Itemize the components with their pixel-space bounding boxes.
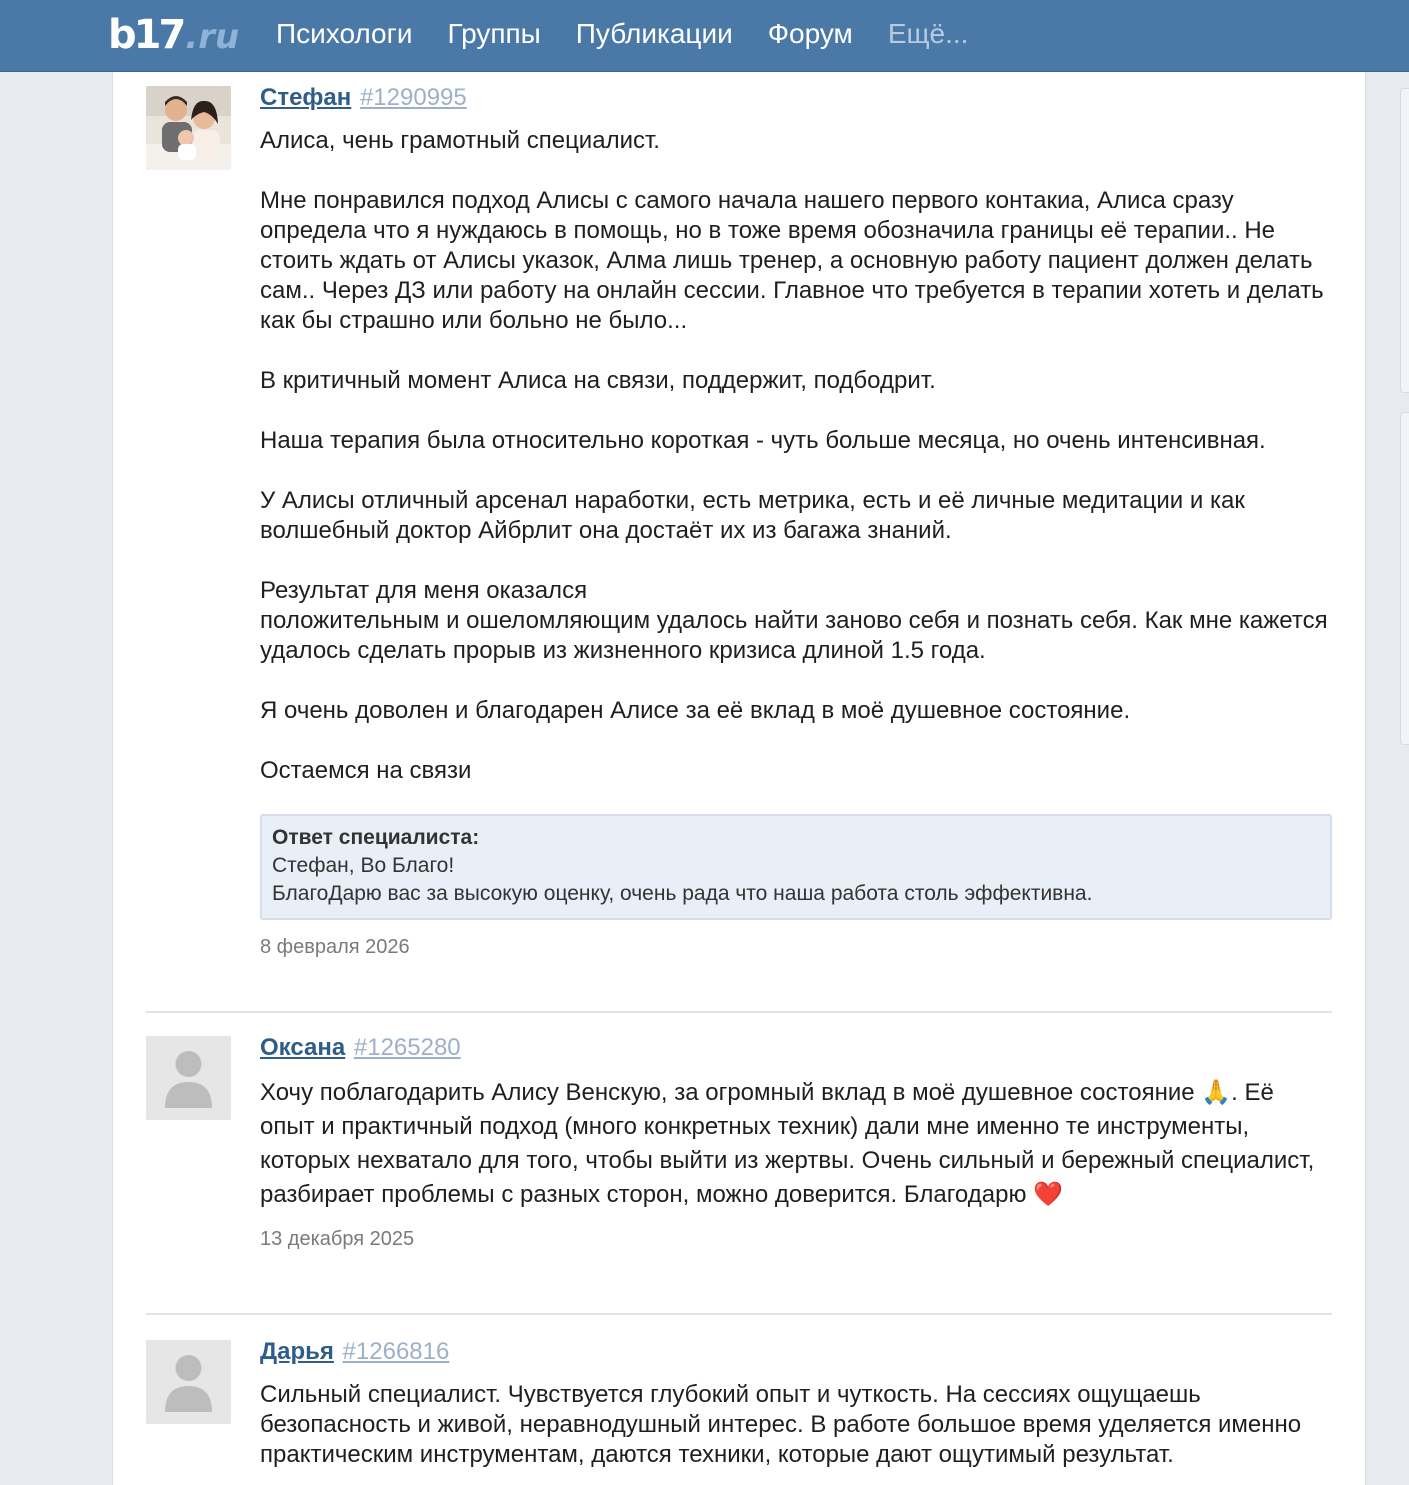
review-number-link[interactable]: #1265280 bbox=[353, 1034, 461, 1061]
review-text: Алиса, чень грамотный специалист. Мне понравился подход Алисы с самого начала нашего первого контакиа, Алиса сразу определа что я нуждаюсь в помощь, но в тоже время обозначила границы её терапии.. Не стоить ждать от Алисы указок, Алма лишь тренер, а основную работу пациент должен делать сам.. Через ДЗ или работу на онлайн сессии. Главное что требуется в терапии хотеть и делать как бы страшно или больно не было... В критичный момент Алиса на связи, поддержит, подбодрит. Наша терапия была относительно короткая - чуть больше месяца, но очень интенсивная. У Алисы отличный арсенал наработки, есть метрика, есть и её личные медитации и как волшебный доктор Айбрлит она достаёт их из багажа знаний. Результат для меня оказался положительным и ошеломляющим удалось найти заново себя и познать себя. Как мне кажется удалось сделать прорыв из жизненного кризиса длиной 1.5 года. Я очень доволен и благодарен Алисе за её вклад в моё душевное состояние. Остаемся на связи bbox=[260, 127, 1328, 784]
review-divider bbox=[146, 1011, 1332, 1013]
review-text: Сильный специалист. Чувствуется глубокий опыт и чуткость. На сессиях ощущаешь безопасность и живой, неравнодушный интерес. В работе большое время уделяется именно практическим инструментам, даются техники, которые дают ощутимый результат. bbox=[260, 1381, 1302, 1468]
logo-main: b17 bbox=[108, 12, 184, 58]
user-placeholder-icon bbox=[146, 1036, 231, 1120]
review-author bbox=[260, 84, 1332, 112]
answer-text: Стефан, Во Благо! БлагоДарю вас за высокую оценку, очень рада что наша работа столь эффективна. bbox=[272, 854, 1093, 905]
site-logo[interactable] bbox=[108, 12, 239, 56]
review-author bbox=[260, 1034, 1332, 1062]
nav-groups[interactable]: Группы bbox=[447, 18, 541, 49]
review-date: 13 декабря 2025 bbox=[260, 1228, 415, 1250]
avatar[interactable] bbox=[146, 86, 231, 170]
avatar[interactable] bbox=[146, 1036, 231, 1120]
author-name-link[interactable]: Стефан bbox=[260, 84, 352, 111]
review-text: Хочу поблагодарить Алису Венскую, за огромный вклад в моё душевное состояние 🙏. Её опыт и практичный подход (много конкретных техник) дали мне именно те инструменты, которых нехватало для того, чтобы выйти из жертвы. Очень сильный и бережный специалист, разбирает проблемы с разных сторон, можно доверится. Благодарю ❤️ bbox=[260, 1079, 1315, 1208]
logo-domain: .ru bbox=[185, 17, 240, 57]
review-number-link[interactable]: #1290995 bbox=[359, 84, 467, 111]
right-side-panel bbox=[1400, 88, 1409, 393]
answer-title: Ответ специалиста: bbox=[272, 826, 480, 849]
review-date: 8 февраля 2026 bbox=[260, 936, 410, 958]
review-author bbox=[260, 1338, 1332, 1366]
author-name-link[interactable]: Оксана bbox=[260, 1034, 346, 1061]
top-navigation-bar bbox=[0, 0, 1409, 72]
review-number-link[interactable]: #1266816 bbox=[342, 1338, 450, 1365]
author-name-link[interactable]: Дарья bbox=[260, 1338, 334, 1365]
avatar[interactable] bbox=[146, 1340, 231, 1424]
specialist-answer bbox=[260, 814, 1332, 920]
reviews-container bbox=[112, 72, 1366, 1485]
nav-more[interactable]: Ещё... bbox=[887, 18, 969, 49]
nav-publications[interactable]: Публикации bbox=[575, 18, 733, 49]
main-nav bbox=[276, 16, 1003, 52]
family-photo-icon bbox=[146, 86, 231, 170]
review-divider bbox=[146, 1313, 1332, 1315]
nav-psychologists[interactable]: Психологи bbox=[276, 18, 413, 49]
user-placeholder-icon bbox=[146, 1340, 231, 1424]
right-side-panel bbox=[1400, 412, 1409, 745]
nav-forum[interactable]: Форум bbox=[767, 18, 853, 49]
